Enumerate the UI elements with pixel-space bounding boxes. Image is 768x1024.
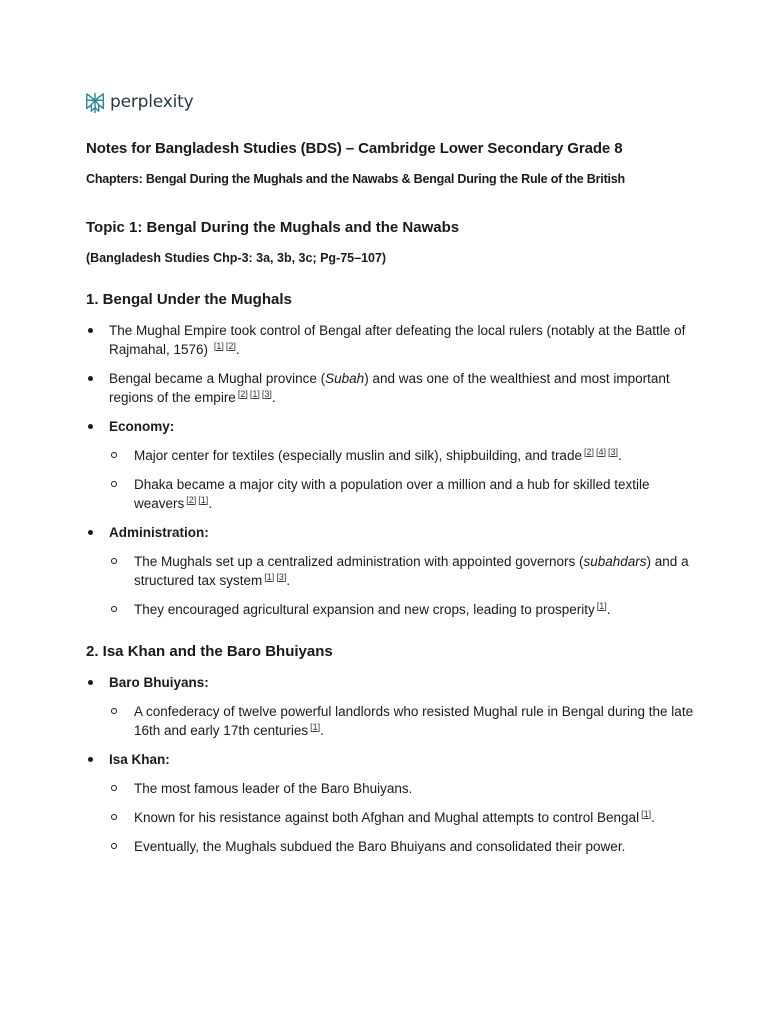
punctuation: .	[606, 602, 611, 617]
topic-heading: Topic 1: Bengal During the Mughals and the Nawabs	[86, 219, 460, 236]
citation-link[interactable]: [1]	[310, 721, 321, 732]
topic-reference: (Bangladesh Studies Chp-3: 3a, 3b, 3c; Pg-75–107)	[86, 251, 387, 265]
citation-link[interactable]: [3]	[261, 388, 272, 399]
list-item-label: Baro Bhuiyans:	[109, 675, 209, 690]
economy-sublist	[109, 446, 696, 513]
section2-list	[86, 673, 696, 856]
citation-link[interactable]: [1]	[249, 388, 260, 399]
chapters-subtitle: Chapters: Bengal During the Mughals and the Nawabs & Bengal During the Rule of the British	[86, 172, 625, 186]
sub-list-item	[109, 808, 696, 827]
list-item-text: ) and was one of the wealthiest and most important regions of the empire	[109, 371, 670, 405]
hollow-bullet-icon	[111, 785, 117, 791]
citation-link[interactable]: [1]	[264, 571, 275, 582]
list-item-label: Isa Khan:	[109, 752, 170, 767]
punctuation: .	[286, 573, 291, 588]
italic-term: subahdars	[583, 554, 647, 569]
hollow-bullet-icon	[111, 558, 117, 564]
hollow-bullet-icon	[111, 481, 117, 487]
citation-link[interactable]: [1]	[641, 808, 652, 819]
list-item-label: Administration:	[109, 525, 209, 540]
section-heading-mughals: 1. Bengal Under the Mughals	[86, 291, 292, 308]
sub-list-item	[109, 552, 696, 590]
sub-list-item	[109, 702, 696, 740]
list-item	[86, 369, 696, 407]
isa-khan-sublist	[109, 779, 696, 856]
list-item-baro-bhuiyans	[86, 673, 696, 740]
sub-list-item-text: The most famous leader of the Baro Bhuiyans.	[134, 781, 413, 796]
citation-link[interactable]: [1]	[213, 340, 224, 351]
document-title: Notes for Bangladesh Studies (BDS) – Cambridge Lower Secondary Grade 8	[86, 140, 623, 157]
citation-link[interactable]: [2]	[225, 340, 236, 351]
citation-link[interactable]: [2]	[583, 446, 594, 457]
citation-link[interactable]: [3]	[608, 446, 619, 457]
sub-list-item-text: Known for his resistance against both Afghan and Mughal attempts to control Bengal	[134, 810, 640, 825]
sub-list-item-text: They encouraged agricultural expansion and new crops, leading to prosperity	[134, 602, 595, 617]
hollow-bullet-icon	[111, 843, 117, 849]
citation-link[interactable]: [1]	[596, 600, 607, 611]
sub-list-item-text: ) and a structured tax system	[134, 554, 689, 588]
sub-list-item	[109, 837, 696, 856]
section-heading-isa-khan: 2. Isa Khan and the Baro Bhuiyans	[86, 643, 333, 660]
sub-list-item	[109, 475, 696, 513]
citation-link[interactable]: [2]	[237, 388, 248, 399]
sub-list-item-text: Dhaka became a major city with a population over a million and a hub for skilled textile weavers	[134, 477, 650, 511]
punctuation: .	[235, 342, 240, 357]
perplexity-logo	[84, 90, 193, 116]
list-item	[86, 321, 696, 359]
citation-link[interactable]: [2]	[186, 494, 197, 505]
sub-list-item-text: The Mughals set up a centralized administration with appointed governors (	[134, 554, 584, 569]
sub-list-item-text: A confederacy of twelve powerful landlords who resisted Mughal rule in Bengal during the late 16th and early 17th centuries	[134, 704, 694, 738]
bullet-icon	[88, 376, 93, 381]
section1-list	[86, 321, 696, 619]
document-content	[86, 138, 696, 866]
list-item-text: Bengal became a Mughal province (	[109, 371, 326, 386]
perplexity-logo-icon	[84, 91, 106, 115]
sub-list-item-text: Eventually, the Mughals subdued the Baro Bhuiyans and consolidated their power.	[134, 839, 626, 854]
bullet-icon	[88, 328, 93, 333]
hollow-bullet-icon	[111, 452, 117, 458]
list-item-administration	[86, 523, 696, 619]
citation-link[interactable]: [1]	[198, 494, 209, 505]
administration-sublist	[109, 552, 696, 619]
italic-term: Subah	[325, 371, 365, 386]
logo-text: perplexity	[110, 91, 194, 112]
list-item-text: The Mughal Empire took control of Bengal after defeating the local rulers (notably at the Battle of Rajmahal, 1576)	[109, 323, 686, 357]
sub-list-item	[109, 446, 696, 465]
punctuation: .	[651, 810, 655, 825]
punctuation: .	[208, 496, 213, 511]
bullet-icon	[88, 680, 93, 685]
sub-list-item-text: Major center for textiles (especially muslin and silk), shipbuilding, and trade	[134, 448, 582, 463]
punctuation: .	[618, 448, 622, 463]
bullet-icon	[88, 530, 93, 535]
hollow-bullet-icon	[111, 708, 117, 714]
hollow-bullet-icon	[111, 606, 117, 612]
citation-link[interactable]: [3]	[276, 571, 287, 582]
baro-sublist	[109, 702, 696, 740]
bullet-icon	[88, 424, 93, 429]
citation-link[interactable]: [4]	[595, 446, 606, 457]
bullet-icon	[88, 757, 93, 762]
punctuation: .	[320, 723, 324, 738]
sub-list-item	[109, 600, 696, 619]
list-item-isa-khan	[86, 750, 696, 856]
list-item-economy	[86, 417, 696, 513]
punctuation: .	[271, 390, 276, 405]
sub-list-item	[109, 779, 696, 798]
list-item-label: Economy:	[109, 419, 175, 434]
hollow-bullet-icon	[111, 814, 117, 820]
